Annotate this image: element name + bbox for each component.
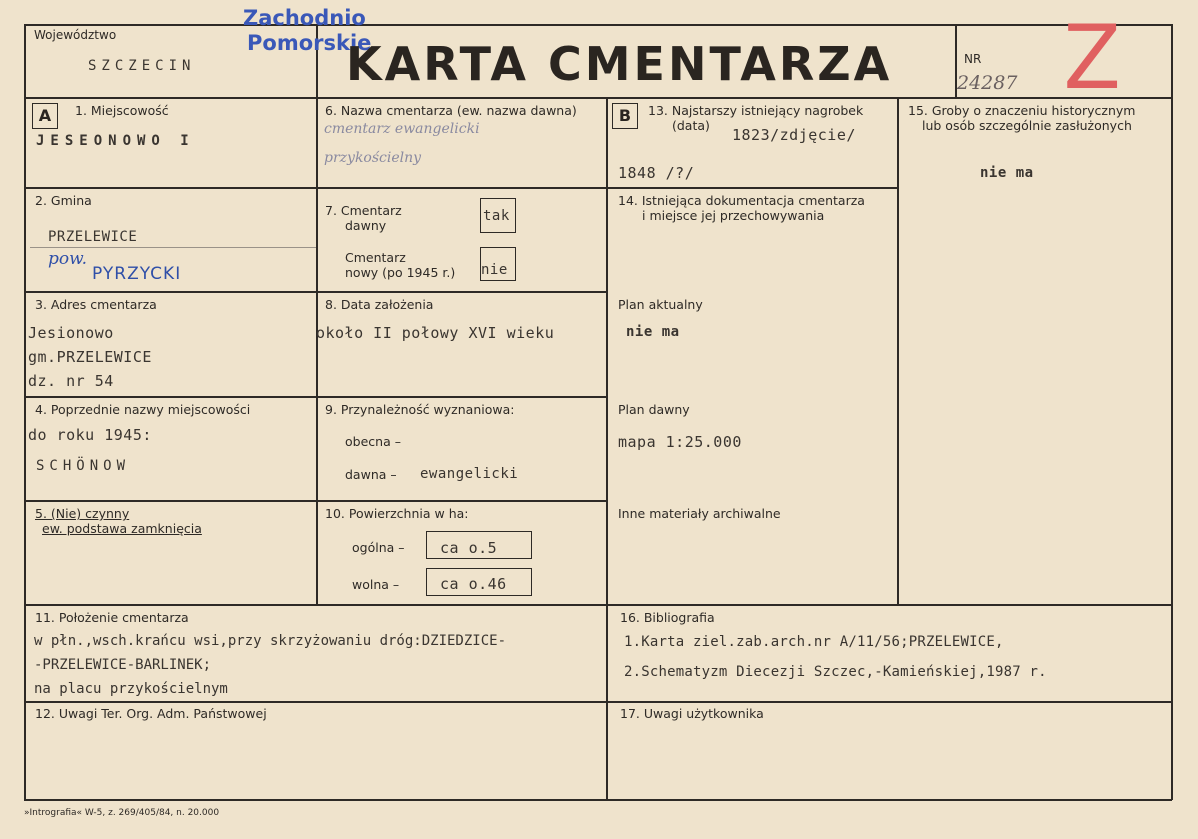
field-10-wolna: wolna – bbox=[352, 577, 400, 592]
field-11-line-3: na placu przykościelnym bbox=[34, 681, 228, 697]
field-9-dawna: dawna – bbox=[345, 467, 397, 482]
field-2-underline bbox=[30, 247, 316, 248]
plan-aktualny-value: nie ma bbox=[626, 324, 680, 340]
field-1-value: JESEONOWO I bbox=[36, 133, 195, 149]
row-left-1 bbox=[24, 187, 316, 189]
field-13-value-1: 1823/zdjęcie/ bbox=[732, 126, 856, 144]
field-10-label: 10. Powierzchnia w ha: bbox=[325, 506, 469, 521]
field-6-hand-2: przykościelny bbox=[324, 150, 422, 166]
row-mid-1 bbox=[316, 187, 606, 189]
nr-label: NR bbox=[964, 52, 982, 66]
stamp-line-2: Pomorskie bbox=[247, 31, 372, 55]
page-title: KARTA CMENTARZA bbox=[346, 37, 893, 91]
border-left bbox=[24, 24, 26, 800]
field-13-label-1: 13. Najstarszy istniejący nagrobek bbox=[648, 103, 864, 118]
row-mid-2 bbox=[316, 291, 606, 293]
field-15-value: nie ma bbox=[980, 165, 1034, 181]
col-div-2 bbox=[606, 97, 608, 799]
header-bottom bbox=[24, 97, 1172, 99]
field-9-obecna: obecna – bbox=[345, 434, 401, 449]
field-5-sub: ew. podstawa zamknięcia bbox=[42, 521, 202, 536]
col-div-3 bbox=[897, 97, 899, 604]
footer-print-info: »Intrografia« W-5, z. 269/405/84, n. 20.000 bbox=[24, 808, 220, 818]
field-15-label-1: 15. Groby o znaczeniu historycznym bbox=[908, 103, 1136, 118]
field-8-value: około II połowy XVI wieku bbox=[316, 324, 555, 342]
row-lower-1 bbox=[24, 604, 1172, 606]
field-2-value: PRZELEWICE bbox=[48, 229, 138, 245]
row-b-1 bbox=[606, 187, 897, 189]
field-6-label: 6. Nazwa cmentarza (ew. nazwa dawna) bbox=[325, 103, 577, 118]
field-11-line-1: w płn.,wsch.krańcu wsi,przy skrzyżowaniu dróg:DZIEDZICE- bbox=[34, 633, 507, 649]
field-2-hand-prefix: pow. bbox=[48, 249, 88, 269]
field-14-label-2: i miejsce jej przechowywania bbox=[642, 208, 825, 223]
field-11-label: 11. Położenie cmentarza bbox=[35, 610, 189, 625]
row-left-4 bbox=[24, 500, 316, 502]
border-bottom bbox=[24, 799, 1172, 801]
field-10-ogolna: ogólna – bbox=[352, 540, 405, 555]
field-3-line-3: dz. nr 54 bbox=[28, 372, 114, 390]
z-mark: Z bbox=[1063, 6, 1121, 109]
field-3-line-1: Jesionowo bbox=[28, 324, 114, 342]
wojewodztwo-label: Województwo bbox=[34, 28, 117, 42]
field-9-label: 9. Przynależność wyznaniowa: bbox=[325, 402, 515, 417]
border-top bbox=[24, 24, 1172, 26]
field-11-line-2: -PRZELEWICE-BARLINEK; bbox=[34, 657, 212, 673]
field-4-line-2: SCHÖNOW bbox=[36, 458, 131, 474]
field-7-value-2: nie bbox=[481, 262, 508, 278]
field-7-value-1: tak bbox=[483, 208, 510, 224]
row-left-3 bbox=[24, 396, 316, 398]
row-left-2 bbox=[24, 291, 316, 293]
field-5-label: 5. (Nie) czynny bbox=[35, 506, 130, 521]
nr-value: 24287 bbox=[957, 72, 1018, 94]
field-3-line-2: gm.PRZELEWICE bbox=[28, 348, 152, 366]
field-15-label-2: lub osób szczególnie zasłużonych bbox=[922, 118, 1132, 133]
field-2-label: 2. Gmina bbox=[35, 193, 92, 208]
field-3-label: 3. Adres cmentarza bbox=[35, 297, 157, 312]
plan-dawny-value: mapa 1:25.000 bbox=[618, 433, 742, 451]
stamp-line-1: Zachodnio bbox=[243, 6, 366, 30]
field-4-label: 4. Poprzednie nazwy miejscowości bbox=[35, 402, 251, 417]
field-17-label: 17. Uwagi użytkownika bbox=[620, 706, 764, 721]
field-4-line-1: do roku 1945: bbox=[28, 426, 152, 444]
field-16-line-1: 1.Karta ziel.zab.arch.nr A/11/56;PRZELEWICE, bbox=[624, 634, 1004, 650]
field-7-label-2b: nowy (po 1945 r.) bbox=[345, 265, 456, 280]
field-7-label-2: Cmentarz bbox=[345, 250, 406, 265]
field-12-label: 12. Uwagi Ter. Org. Adm. Państwowej bbox=[35, 706, 267, 721]
row-mid-4 bbox=[316, 500, 606, 502]
field-1-label: 1. Miejscowość bbox=[75, 103, 169, 118]
row-mid-3 bbox=[316, 396, 606, 398]
field-16-label: 16. Bibliografia bbox=[620, 610, 715, 625]
field-10-wolna-value: ca o.46 bbox=[440, 575, 507, 593]
inne-materialy-label: Inne materiały archiwalne bbox=[618, 506, 781, 521]
field-16-line-2: 2.Schematyzm Diecezji Szczec,-Kamieńskiej,1987 r. bbox=[624, 664, 1047, 680]
field-7-label-1: 7. Cmentarz bbox=[325, 203, 402, 218]
field-10-ogolna-value: ca o.5 bbox=[440, 539, 498, 557]
section-b-badge: B bbox=[612, 103, 638, 129]
plan-dawny-label: Plan dawny bbox=[618, 402, 690, 417]
field-6-hand-1: cmentarz ewangelicki bbox=[324, 121, 480, 137]
section-a-badge: A bbox=[32, 103, 58, 129]
field-13-label-2: (data) bbox=[672, 118, 710, 133]
plan-aktualny-label: Plan aktualny bbox=[618, 297, 703, 312]
wojewodztwo-value: SZCZECIN bbox=[88, 58, 196, 74]
col-div-1 bbox=[316, 97, 318, 604]
field-2-hand-value: PYRZYCKI bbox=[92, 264, 182, 284]
field-7-label-1b: dawny bbox=[345, 218, 387, 233]
field-14-label-1: 14. Istniejąca dokumentacja cmentarza bbox=[618, 193, 865, 208]
border-right bbox=[1171, 24, 1173, 800]
field-9-dawna-value: ewangelicki bbox=[420, 466, 519, 482]
field-13-value-2: 1848 /?/ bbox=[618, 164, 695, 182]
field-8-label: 8. Data założenia bbox=[325, 297, 434, 312]
row-lower-2 bbox=[24, 701, 1172, 703]
